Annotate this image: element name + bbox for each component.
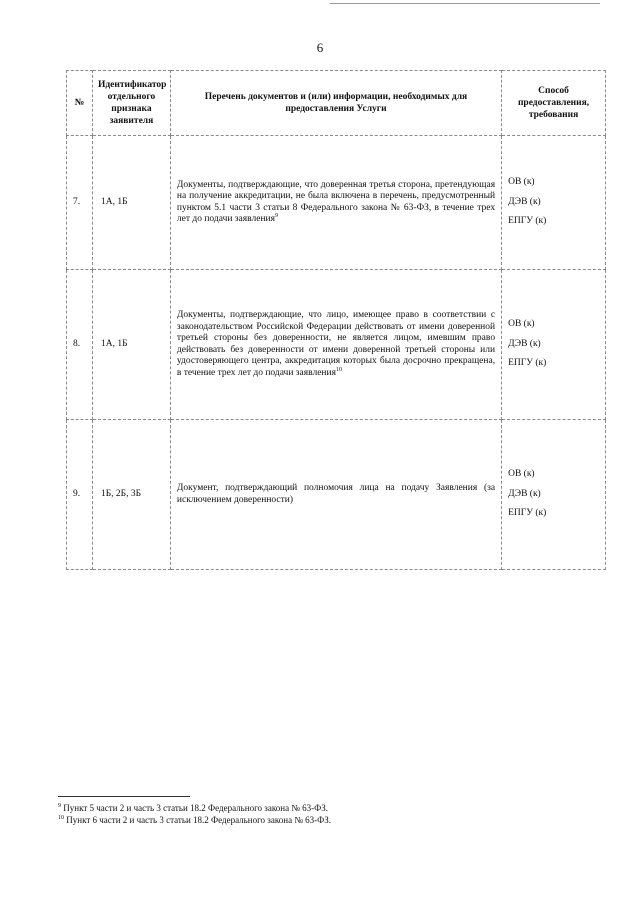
footnote-ref: 9 [275,212,278,219]
row-number: 8. [67,270,93,420]
method-item: ДЭВ (к) [508,488,541,499]
row-identifier: 1А, 1Б [92,270,170,420]
row-number: 9. [67,420,93,570]
method-item: ОВ (к) [508,177,535,188]
method-item: ДЭВ (к) [508,338,541,349]
footnote-text: Пункт 6 части 2 и часть 3 статьи 18.2 Федерального закона № 63-ФЗ. [66,815,332,825]
row-identifier: 1А, 1Б [92,136,170,270]
table-row [67,270,606,420]
table-row [67,420,606,570]
method-item: ОВ (к) [508,469,535,480]
footnote-mark: 9 [58,803,61,809]
footnote-item [58,814,598,826]
footnotes [58,802,598,826]
table-row [67,136,606,270]
method-item: ОВ (к) [508,319,535,330]
method-item: ЕПГУ (к) [508,216,547,227]
table-header-row [67,71,606,136]
row-methods [502,136,606,270]
method-item: ЕПГУ (к) [508,358,547,369]
top-edge-line [330,3,600,4]
footnote-text: Пункт 5 части 2 и часть 3 статьи 18.2 Федерального закона № 63-ФЗ. [63,803,329,813]
row-document-text: Документ, подтверждающий полномочия лица на подачу Заявления (за исключением доверенности) [170,420,501,570]
header-num: № [67,71,93,136]
row-document-text: Документы, подтверждающие, что лицо, имеющее право в соответствии с законодательством Российской Федерации действовать от имени доверенной третьей стороны без доверенности, не является лицом, имевшим право действовать без доверенности от имени доверенной третьей стороны или удостоверяющего центра, аккредитация которых была досрочно прекращена, в течение трех лет до подачи заявления$^{10}$ [170,270,501,420]
header-identifier: Идентификатор отдельного признака заявителя [92,71,170,136]
row-document-text: Документы, подтверждающие, что доверенная третья сторона, претендующая на получение аккредитации, не была включена в перечень, предусмотренный пунктом 5.1 части 3 статьи 8 Федерального закона № 63-ФЗ, в течение трех лет до подачи заявления$^9$ [170,136,501,270]
footnote-mark: 10 [58,815,64,821]
footnote-item [58,802,598,814]
page-number: 6 [316,40,324,55]
row-number: 7. [67,136,93,270]
documents-table [66,70,606,570]
method-item: ДЭВ (к) [508,196,541,207]
row-methods [502,420,606,570]
header-documents: Перечень документов и (или) информации, необходимых для предоставления Услуги [170,71,501,136]
footnote-separator [58,796,190,797]
header-method: Способ предоставления, требования [502,71,606,136]
row-methods [502,270,606,420]
method-item: ЕПГУ (к) [508,508,547,519]
footnote-ref: 10 [335,366,342,373]
row-identifier: 1Б, 2Б, 3Б [92,420,170,570]
